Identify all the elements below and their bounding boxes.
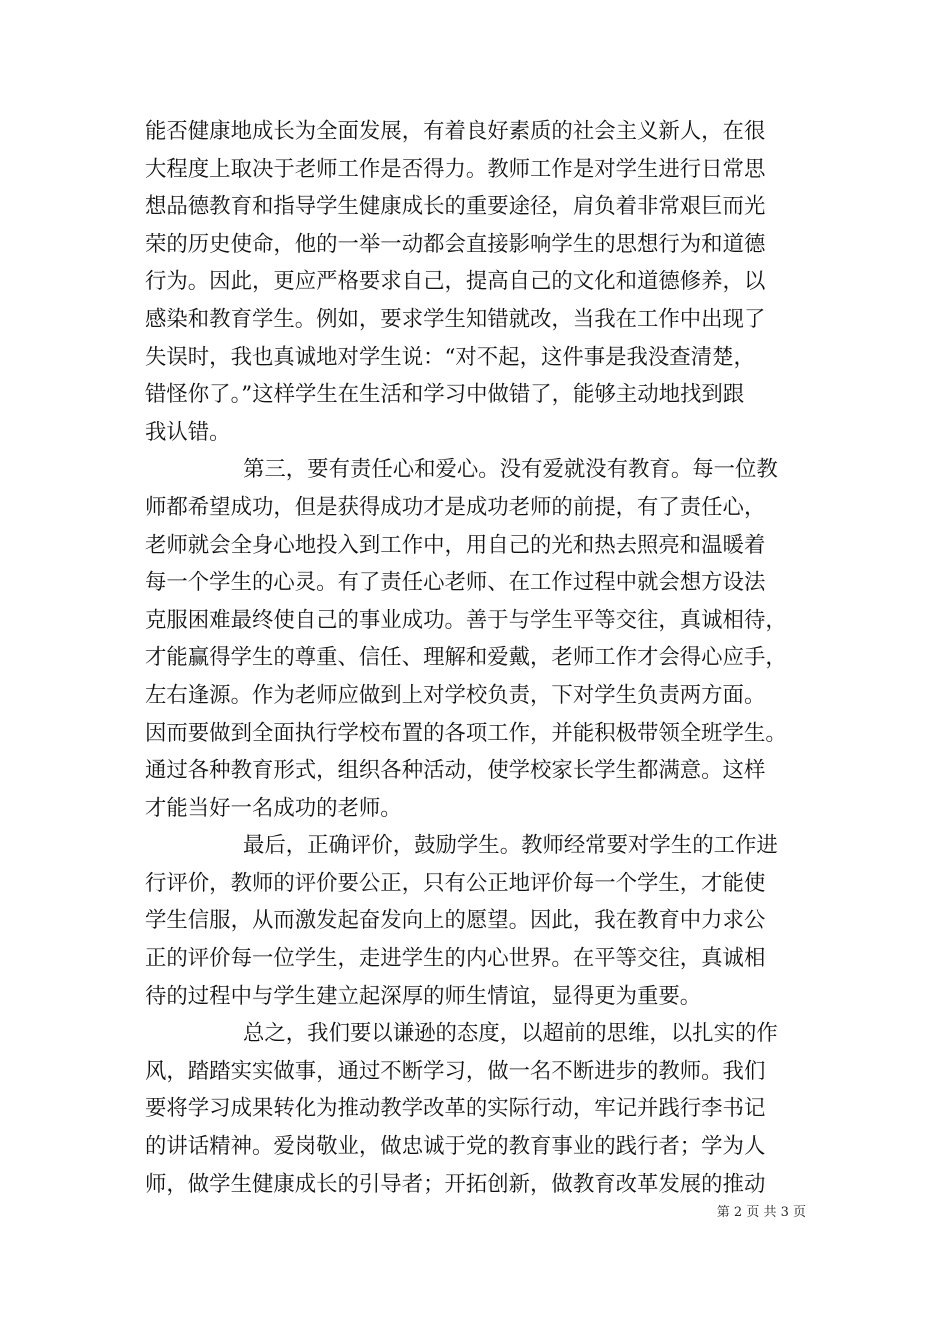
- text-line: 的讲话精神。爱岗敬业，做忠诚于党的教育事业的践行者；学为人: [145, 1134, 766, 1160]
- text-line: 才能当好一名成功的老师。: [145, 795, 402, 821]
- text-line: 风，踏踏实实做事，通过不断学习，做一名不断进步的教师。我们: [145, 1058, 766, 1084]
- page-number-footer: 第 2 页 共 3 页: [716, 1205, 806, 1220]
- text-line: 大程度上取决于老师工作是否得力。教师工作是对学生进行日常思: [145, 156, 766, 182]
- text-line: 克服困难最终使自己的事业成功。善于与学生平等交往，真诚相待，: [145, 607, 787, 633]
- document-body: [145, 113, 825, 1203]
- paragraph-first-line: 第三，要有责任心和爱心。没有爱就没有教育。每一位教: [243, 457, 778, 483]
- text-line: 行为。因此，更应严格要求自己，提高自己的文化和道德修养，以: [145, 269, 766, 295]
- text-line: 失误时，我也真诚地对学生说：“对不起，这件事是我没查清楚，: [145, 344, 755, 370]
- text-line: 行评价，教师的评价要公正，只有公正地评价每一个学生，才能使: [145, 870, 766, 896]
- text-line: 想品德教育和指导学生健康成长的重要途径，肩负着非常艰巨而光: [145, 194, 766, 220]
- text-line: 正的评价每一位学生，走进学生的内心世界。在平等交往，真诚相: [145, 946, 766, 972]
- text-line: 感染和教育学生。例如，要求学生知错就改，当我在工作中出现了: [145, 306, 766, 332]
- text-line: 每一个学生的心灵。有了责任心老师、在工作过程中就会想方设法: [145, 570, 766, 596]
- text-line: 师，做学生健康成长的引导者；开拓创新，做教育改革发展的推动: [145, 1171, 766, 1197]
- text-line: 师都希望成功，但是获得成功才是成功老师的前提，有了责任心，: [145, 494, 766, 520]
- paragraph-first-line: 总之，我们要以谦逊的态度，以超前的思维，以扎实的作: [243, 1021, 778, 1047]
- text-line: 待的过程中与学生建立起深厚的师生情谊，显得更为重要。: [145, 983, 702, 1009]
- text-line: 因而要做到全面执行学校布置的各项工作，并能积极带领全班学生。: [145, 720, 787, 746]
- text-line: 才能赢得学生的尊重、信任、理解和爱戴，老师工作才会得心应手，: [145, 645, 787, 671]
- text-line: 能否健康地成长为全面发展，有着良好素质的社会主义新人，在很: [145, 119, 766, 144]
- text-line: 荣的历史使命，他的一举一动都会直接影响学生的思想行为和道德: [145, 231, 766, 257]
- text-line: 我认错。: [145, 419, 231, 445]
- text-line: 通过各种教育形式，组织各种活动，使学校家长学生都满意。这样: [145, 758, 766, 784]
- text-line: 老师就会全身心地投入到工作中，用自己的光和热去照亮和温暖着: [145, 532, 766, 558]
- text-line: 左右逢源。作为老师应做到上对学校负责，下对学生负责两方面。: [145, 682, 766, 708]
- text-line: 要将学习成果转化为推动教学改革的实际行动，牢记并践行李书记: [145, 1096, 766, 1122]
- paragraph-first-line: 最后，正确评价，鼓励学生。教师经常要对学生的工作进: [243, 833, 778, 859]
- text-line: 学生信服，从而激发起奋发向上的愿望。因此，我在教育中力求公: [145, 908, 766, 934]
- text-line: 错怪你了。”这样学生在生活和学习中做错了，能够主动地找到跟: [145, 382, 745, 408]
